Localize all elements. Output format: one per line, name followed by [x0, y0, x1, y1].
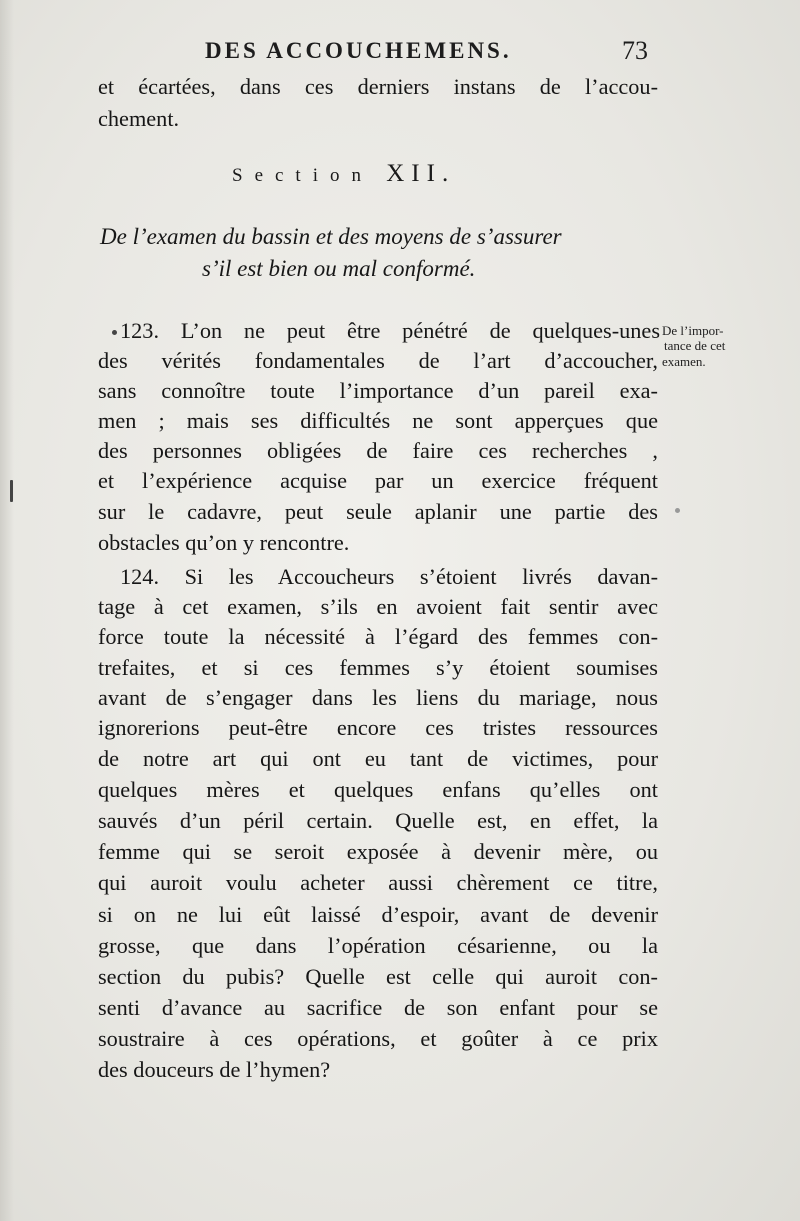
paragraph-124-line-3: force toute la nécessité à l’égard des femmes con-: [98, 624, 658, 649]
paragraph-123-line-6: et l’expérience acquise par un exercice fréquent: [98, 468, 658, 493]
section-title-line-2: s’il est bien ou mal conformé.: [202, 256, 476, 281]
margin-note-line-3: examen.: [662, 354, 706, 369]
running-head: DES ACCOUCHEMENS.: [205, 38, 512, 63]
paragraph-124-line-1: 124. Si les Accoucheurs s’étoient livrés davan-: [120, 564, 658, 589]
paragraph-123-line-5: des personnes obligées de faire ces recherches ,: [98, 438, 658, 463]
paragraph-124-line-16: soustraire à ces opérations, et goûter à ce prix: [98, 1026, 658, 1051]
paragraph-123-line-2: des vérités fondamentales de l’art d’accoucher,: [98, 348, 658, 373]
paragraph-124-line-12: si on ne lui eût laissé d’espoir, avant de devenir: [98, 902, 658, 927]
section-heading-label: Section: [232, 165, 373, 186]
paragraph-123-line-1: 123. L’on ne peut être pénétré de quelques-unes: [120, 318, 660, 343]
section-heading: [232, 160, 455, 188]
paragraph-124-line-8: quelques mères et quelques enfans qu’elles ont: [98, 777, 658, 802]
paragraph-124-line-13: grosse, que dans l’opération césarienne, ou la: [98, 933, 658, 958]
paragraph-124-line-14: section du pubis? Quelle est celle qui auroit con-: [98, 964, 658, 989]
page-gutter-shadow: [0, 0, 14, 1221]
paragraph-124-line-5: avant de s’engager dans les liens du mariage, nous: [98, 685, 658, 710]
paragraph-124-line-6: ignorerions peut-être encore ces tristes ressources: [98, 715, 658, 740]
paragraph-123-line-8: obstacles qu’on y rencontre.: [98, 530, 350, 555]
section-title-line-1: De l’examen du bassin et des moyens de s’assurer: [100, 224, 562, 249]
paragraph-124-line-2: tage à cet examen, s’ils en avoient fait sentir avec: [98, 594, 658, 619]
paragraph-124-line-10: femme qui se seroit exposée à devenir mère, ou: [98, 839, 658, 864]
continuation-line-1: et écartées, dans ces derniers instans de l’accou-: [98, 74, 658, 99]
margin-note-line-2: tance de cet: [664, 338, 726, 353]
ink-speck: [675, 508, 680, 513]
paragraph-124-line-11: qui auroit voulu acheter aussi chèrement ce titre,: [98, 870, 658, 895]
paragraph-124-line-15: senti d’avance au sacrifice de son enfant pour se: [98, 995, 658, 1020]
paragraph-123-line-4: men ; mais ses difficultés ne sont apperçues que: [98, 408, 658, 433]
continuation-line-2: chement.: [98, 106, 180, 131]
margin-note-line-1: De l’impor-: [662, 323, 724, 338]
paragraph-123-line-7: sur le cadavre, peut seule aplanir une partie des: [98, 499, 658, 524]
paragraph-124-line-17: des douceurs de l’hymen?: [98, 1057, 331, 1082]
paragraph-123-line-3: sans connoître toute l’importance d’un pareil exa-: [98, 378, 658, 403]
paragraph-124-line-7: de notre art qui ont eu tant de victimes, pour: [98, 746, 658, 771]
paragraph-124-line-9: sauvés d’un péril certain. Quelle est, en effet, la: [98, 808, 658, 833]
ink-speck: [112, 330, 117, 335]
paragraph-124-line-4: trefaites, et si ces femmes s’y étoient soumises: [98, 655, 658, 680]
page-number: 73: [622, 36, 648, 65]
ink-mark: [10, 480, 13, 502]
section-heading-number: XII.: [386, 160, 456, 187]
